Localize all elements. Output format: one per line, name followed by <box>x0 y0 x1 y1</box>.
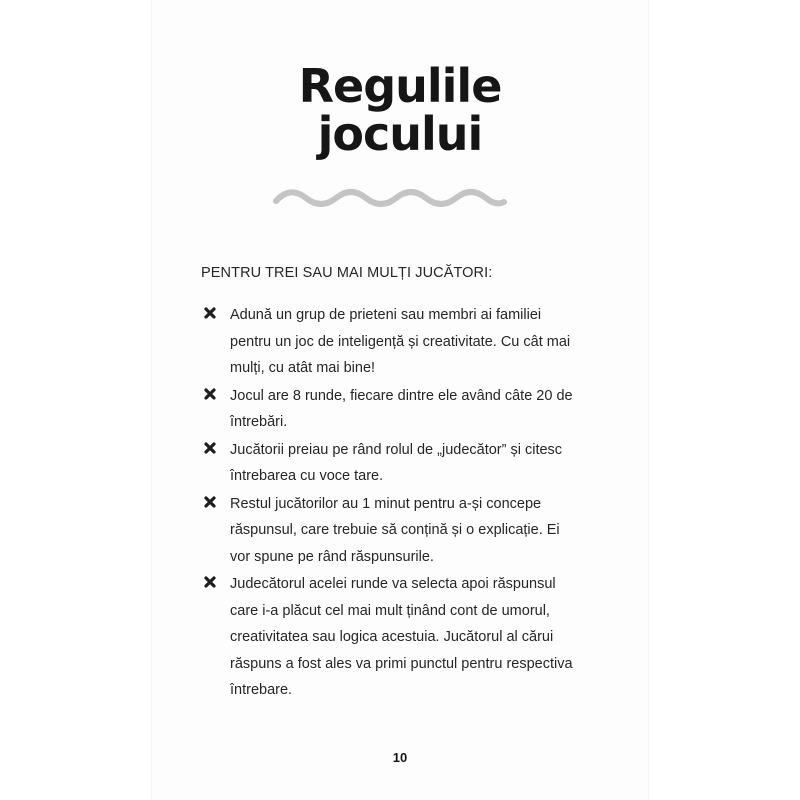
x-mark-icon <box>203 441 217 455</box>
rule-item <box>201 571 576 704</box>
page-title <box>152 59 648 161</box>
rule-item <box>201 302 576 382</box>
rules-list <box>201 302 576 705</box>
rule-text: Judecătorul acelei runde va selecta apoi răspunsul care i-a plăcut cel mai mult ținând cont de umorul, creativitatea sau logica acestuia. Jucătorul al cărui răspuns a fost ales va primi punctul pentru respectiva întrebare. <box>230 576 573 698</box>
x-mark-icon <box>203 387 217 401</box>
book-page <box>152 0 648 800</box>
title-line-1: Regulile <box>298 59 502 113</box>
title-line-2: jocului <box>317 107 483 161</box>
rule-text: Adună un grup de prieteni sau membri ai familiei pentru un joc de inteligență și creativitate. Cu cât mai mulți, cu atât mai bine! <box>230 307 571 376</box>
players-heading: PENTRU TREI SAU MAI MULȚI JUCĂTORI: <box>201 265 493 281</box>
rule-item <box>201 383 576 436</box>
rule-text: Jucătorii preiau pe rând rolul de „judecător” și citesc întrebarea cu voce tare. <box>230 441 563 484</box>
page-number: 10 <box>392 750 408 765</box>
x-mark-icon <box>203 575 217 589</box>
x-mark-icon <box>203 495 217 509</box>
wave-divider-icon <box>270 180 510 214</box>
x-mark-icon <box>203 306 217 320</box>
rule-item <box>201 437 576 490</box>
rule-text: Restul jucătorilor au 1 minut pentru a-și concepe răspunsul, care trebuie să conțină și o explicație. Ei vor spune pe rând răspunsurile. <box>230 495 560 565</box>
rule-item <box>201 491 576 571</box>
rule-text: Jocul are 8 runde, fiecare dintre ele având câte 20 de întrebări. <box>230 387 573 430</box>
